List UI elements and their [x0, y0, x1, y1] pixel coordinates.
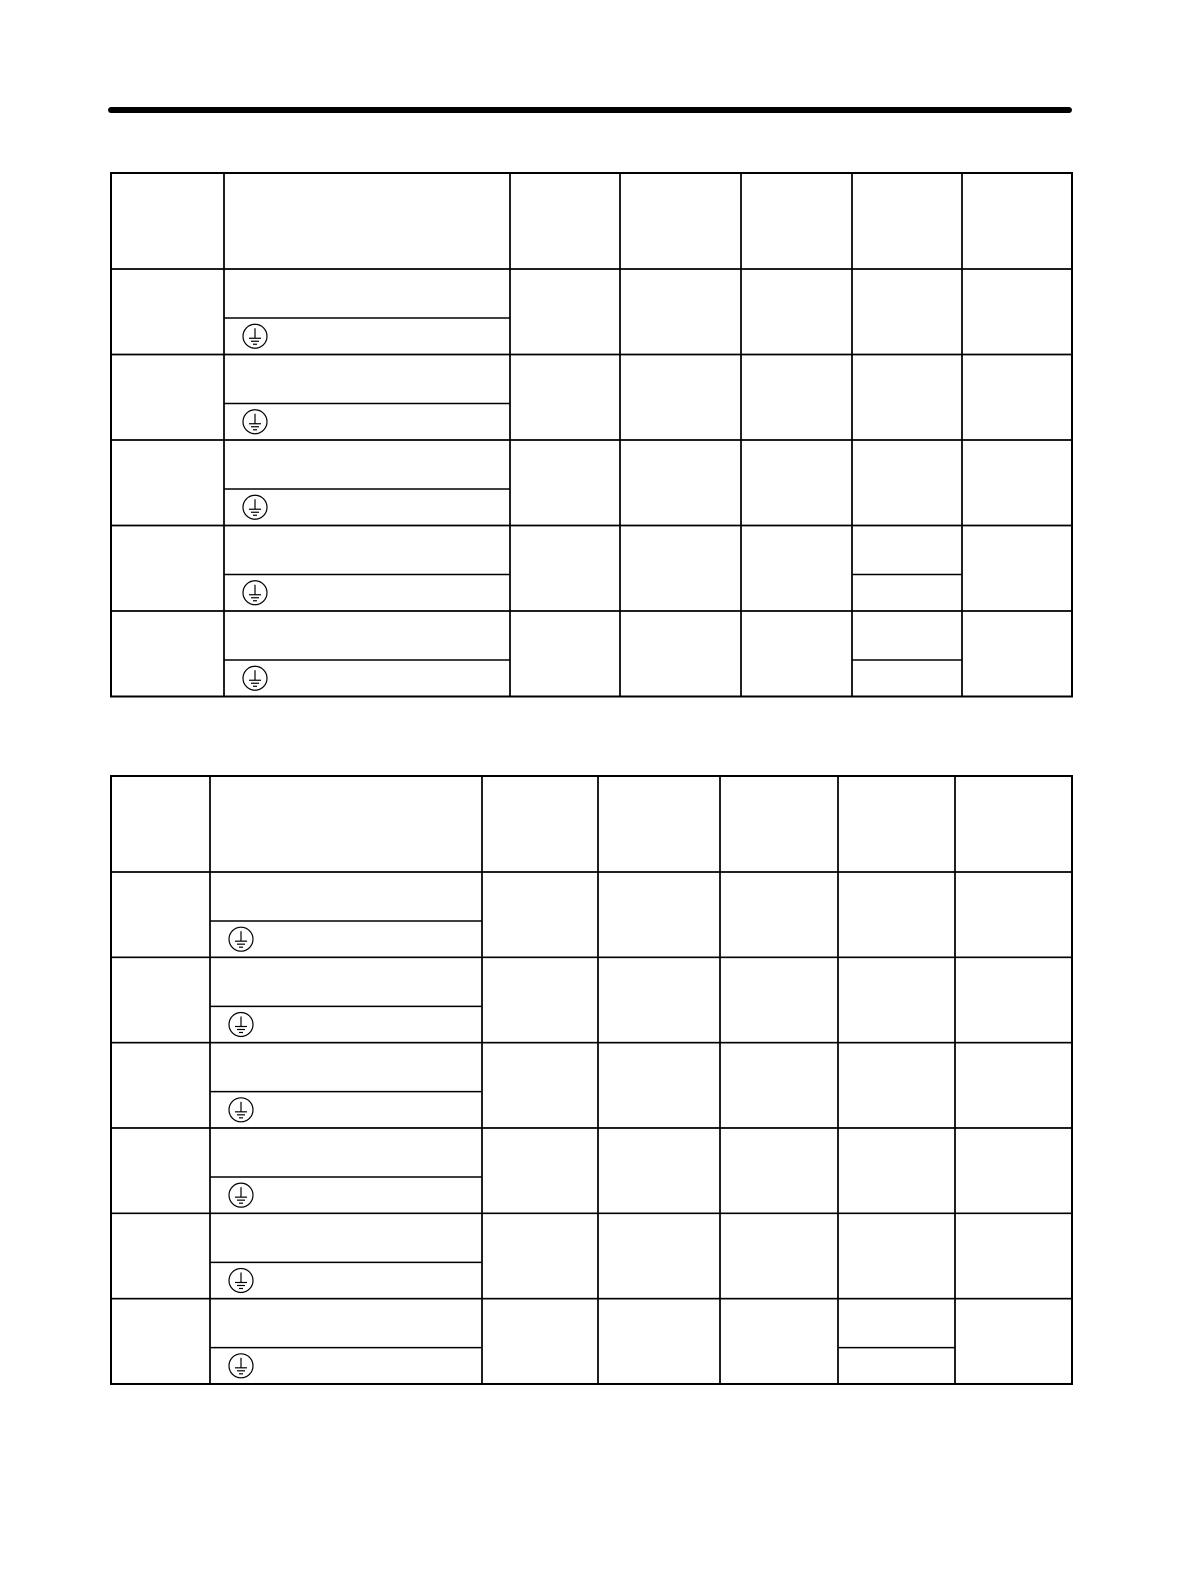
table-row: [111, 957, 1072, 1042]
table-cell: [720, 1128, 838, 1213]
table-cell: [598, 1043, 720, 1128]
table-cell: [955, 1299, 1072, 1384]
table-cell: [838, 1299, 955, 1384]
table-2-border: [111, 776, 1072, 1384]
header-cell: [210, 776, 482, 872]
table-cell: [210, 1213, 482, 1298]
table-cell: [955, 872, 1072, 957]
ground-icon: [229, 1012, 253, 1036]
table-cell: [210, 1043, 482, 1128]
table-cell: [598, 957, 720, 1042]
table-cell: [838, 872, 955, 957]
table-cell: [111, 872, 210, 957]
table-cell: [955, 1043, 1072, 1128]
table-cell: [598, 1299, 720, 1384]
ground-icon: [229, 1354, 253, 1378]
table-row: [111, 872, 1072, 957]
table-row: [111, 1043, 1072, 1128]
table-row: [111, 1299, 1072, 1384]
table-cell: [838, 1043, 955, 1128]
table-cell: [955, 1213, 1072, 1298]
table-cell: [598, 1128, 720, 1213]
table-cell: [720, 1299, 838, 1384]
table-cell: [720, 957, 838, 1042]
table-cell: [598, 1213, 720, 1298]
header-cell: [838, 776, 955, 872]
table-cell: [111, 957, 210, 1042]
header-cell: [720, 776, 838, 872]
ground-icon: [229, 1183, 253, 1207]
table-cell: [482, 872, 598, 957]
table-cell: [720, 872, 838, 957]
table-cell: [210, 957, 482, 1042]
table-cell: [955, 957, 1072, 1042]
header-cell: [598, 776, 720, 872]
table-cell: [720, 1043, 838, 1128]
header-cell: [955, 776, 1072, 872]
table-cell: [210, 1299, 482, 1384]
header-cell: [111, 776, 210, 872]
table-cell: [482, 1043, 598, 1128]
table-row: [111, 1128, 1072, 1213]
table-cell: [955, 1128, 1072, 1213]
ground-icon: [229, 1268, 253, 1292]
table-cell: [210, 1128, 482, 1213]
table-cell: [838, 957, 955, 1042]
table-cell: [838, 1128, 955, 1213]
header-cell: [482, 776, 598, 872]
table-cell: [482, 1213, 598, 1298]
table-row: [111, 1213, 1072, 1298]
table-cell: [111, 1128, 210, 1213]
table-cell: [482, 957, 598, 1042]
table-cell: [482, 1128, 598, 1213]
table-cell: [111, 1213, 210, 1298]
table-cell: [482, 1299, 598, 1384]
table-cell: [111, 1043, 210, 1128]
ground-icon: [229, 1098, 253, 1122]
table-cell: [598, 872, 720, 957]
table-cell: [838, 1213, 955, 1298]
table-cell: [720, 1213, 838, 1298]
table-cell: [210, 872, 482, 957]
ground-icon: [229, 927, 253, 951]
table-cell: [111, 1299, 210, 1384]
